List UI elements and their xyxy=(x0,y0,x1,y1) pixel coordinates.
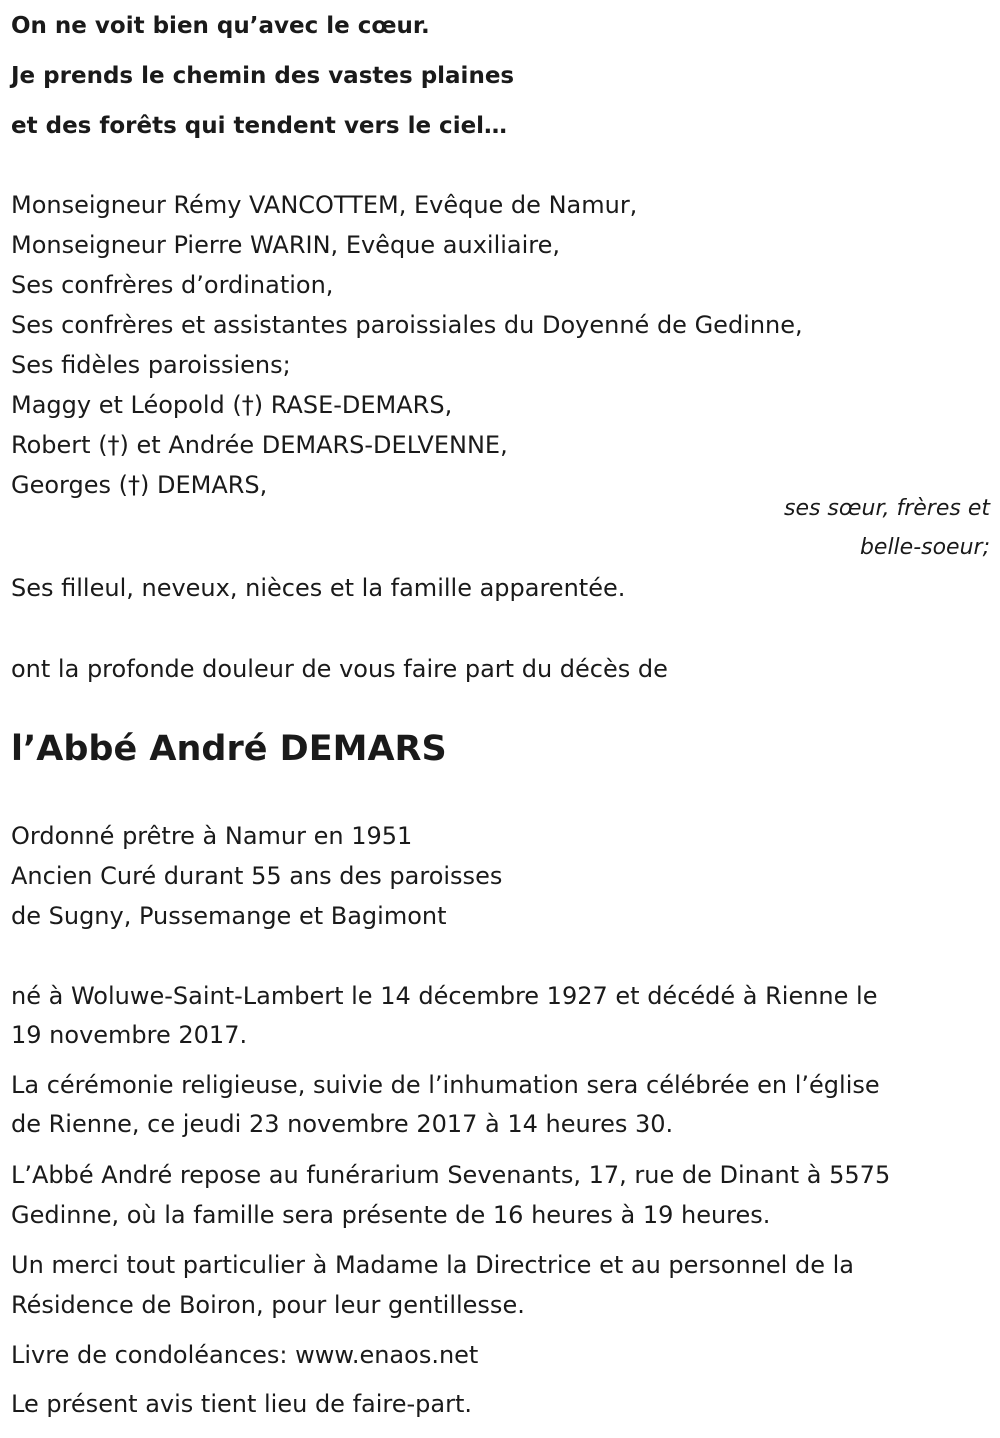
deceased-name: l’Abbé André DEMARS xyxy=(11,729,447,769)
announcement: ont la profonde douleur de vous faire part du décès de xyxy=(11,655,668,683)
mourner-line: Ses confrères et assistantes paroissiales du Doyenné de Gedinne, xyxy=(11,311,803,339)
quote-line: et des forêts qui tendent vers le ciel… xyxy=(11,113,508,139)
career-line: Ordonné prêtre à Namur en 1951 xyxy=(11,822,413,850)
details-line: Gedinne, où la famille sera présente de 16 heures à 19 heures. xyxy=(11,1201,771,1229)
details-line: L’Abbé André repose au funérarium Sevenants, 17, rue de Dinant à 5575 xyxy=(11,1161,891,1189)
mourner-line: Maggy et Léopold (†) RASE-DEMARS, xyxy=(11,391,453,419)
details-line: de Rienne, ce jeudi 23 novembre 2017 à 14 heures 30. xyxy=(11,1110,674,1138)
details-line: Le présent avis tient lieu de faire-part. xyxy=(11,1390,473,1418)
relation-line: belle-soeur; xyxy=(859,535,990,560)
details-line: La cérémonie religieuse, suivie de l’inhumation sera célébrée en l’église xyxy=(11,1071,880,1099)
career-line: Ancien Curé durant 55 ans des paroisses xyxy=(11,862,503,890)
quote-line: Je prends le chemin des vastes plaines xyxy=(11,63,515,89)
details-line: Résidence de Boiron, pour leur gentillesse. xyxy=(11,1291,525,1319)
details-line: né à Woluwe-Saint-Lambert le 14 décembre 1927 et décédé à Rienne le xyxy=(11,982,878,1010)
family-line: Ses filleul, neveux, nièces et la famille apparentée. xyxy=(11,574,626,602)
relation-line: ses sœur, frères et xyxy=(783,496,990,521)
details-line: 19 novembre 2017. xyxy=(11,1021,248,1049)
condolences-line: Livre de condoléances: www.enaos.net xyxy=(11,1341,479,1369)
details-line: Un merci tout particulier à Madame la Directrice et au personnel de la xyxy=(11,1251,854,1279)
mourner-line: Ses confrères d’ordination, xyxy=(11,271,334,299)
mourner-line: Robert (†) et Andrée DEMARS-DELVENNE, xyxy=(11,431,508,459)
mourner-line: Monseigneur Pierre WARIN, Evêque auxiliaire, xyxy=(11,231,561,259)
mourner-line: Ses fidèles paroissiens; xyxy=(11,351,291,379)
mourner-line: Monseigneur Rémy VANCOTTEM, Evêque de Namur, xyxy=(11,191,638,219)
mourner-line: Georges (†) DEMARS, xyxy=(11,471,268,499)
quote-line: On ne voit bien qu’avec le cœur. xyxy=(11,13,430,39)
career-line: de Sugny, Pussemange et Bagimont xyxy=(11,902,447,930)
